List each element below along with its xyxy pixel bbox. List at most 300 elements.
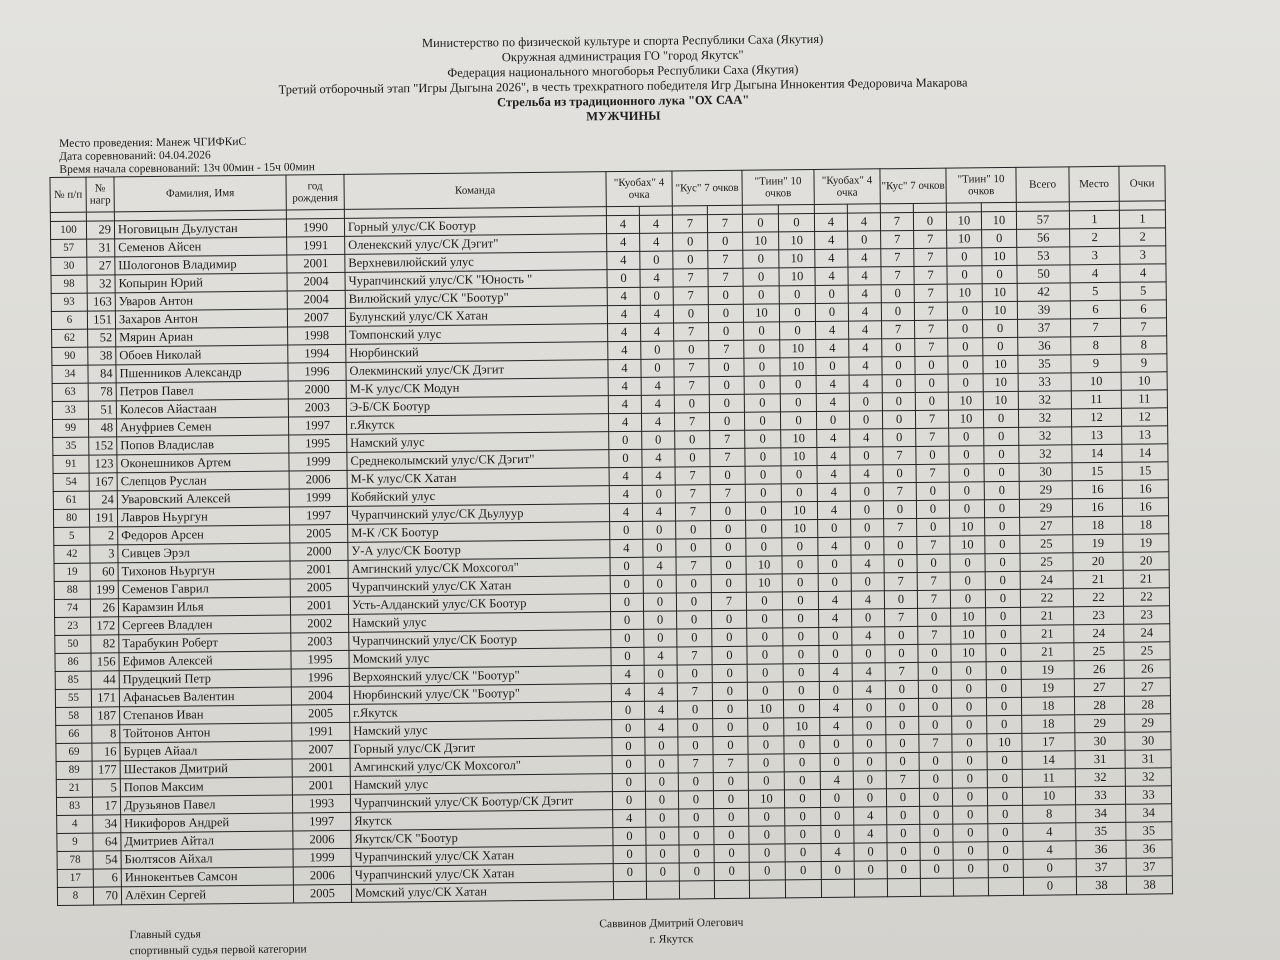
row-number: 57 (51, 239, 87, 257)
shot-score: 0 (854, 843, 887, 861)
points-cell: 12 (1121, 408, 1167, 426)
shot-score: 0 (746, 520, 782, 538)
shot-score: 0 (948, 320, 983, 338)
place-cell: 30 (1075, 732, 1125, 751)
bib-number: 82 (91, 635, 119, 653)
shot-score: 0 (709, 394, 744, 412)
birth-year: 1999 (289, 488, 347, 507)
points-cell: 5 (1120, 282, 1166, 300)
shot-score: 0 (886, 788, 919, 806)
place-cell: 20 (1073, 552, 1123, 571)
shot-score: 0 (783, 645, 819, 663)
athlete-name: Уваровский Алексей (117, 489, 289, 509)
points-cell: 18 (1123, 516, 1169, 534)
birth-year: 1998 (288, 326, 346, 345)
shot-score: 7 (674, 413, 709, 431)
place-cell: 5 (1070, 282, 1120, 301)
team-name: Чурапчинский улус/СК "Юность " (345, 270, 607, 291)
shot-score: 0 (916, 482, 949, 500)
shot-score: 0 (885, 626, 918, 644)
row-number: 19 (54, 563, 90, 581)
total-score: 30 (1019, 463, 1072, 482)
shot-score: 0 (679, 809, 714, 827)
shot-score: 0 (986, 679, 1021, 697)
col-header-series1-kuobah: "Куобах" 4 очка (606, 171, 672, 207)
points-cell: 7 (1121, 318, 1167, 336)
shot-score: 7 (707, 214, 742, 232)
shot-score: 0 (714, 844, 749, 862)
shot-score: 4 (818, 591, 851, 609)
bib-number: 48 (89, 419, 117, 437)
shot-score: 0 (712, 700, 747, 718)
total-score: 32 (1018, 409, 1071, 428)
shot-score: 0 (676, 521, 711, 539)
place-cell: 35 (1076, 822, 1126, 841)
shot-score: 0 (953, 842, 988, 860)
shot-score: 7 (710, 448, 745, 466)
place-cell: 21 (1073, 570, 1123, 589)
shot-score: 0 (853, 717, 886, 735)
shot-score: 10 (982, 247, 1017, 265)
shot-score: 0 (784, 735, 820, 753)
team-name: г.Якутск (350, 702, 612, 723)
shot-score: 0 (709, 322, 744, 340)
shot-score: 10 (983, 355, 1018, 373)
shot-score: 0 (785, 807, 821, 825)
shot-score: 0 (784, 753, 820, 771)
shot-score: 0 (852, 645, 885, 663)
place-cell: 11 (1071, 390, 1121, 409)
place-cell: 34 (1076, 804, 1126, 823)
bib-number: 78 (88, 383, 116, 401)
row-number: 33 (52, 401, 88, 419)
birth-year: 2006 (293, 830, 351, 849)
bib-number: 171 (91, 689, 119, 707)
shot-score: 4 (848, 285, 881, 303)
shot-score: 0 (645, 737, 678, 755)
shot-score (749, 880, 785, 898)
row-number: 78 (57, 851, 93, 869)
shot-score: 0 (988, 841, 1023, 859)
bib-number: 70 (93, 887, 121, 905)
birth-year: 2001 (290, 560, 348, 579)
shot-score: 0 (613, 845, 646, 863)
shot-score: 0 (983, 409, 1018, 427)
row-number: 5 (54, 527, 90, 545)
shot-score: 4 (816, 393, 849, 411)
shot-score: 0 (988, 823, 1023, 841)
shot-score: 4 (819, 699, 852, 717)
shot-score: 0 (852, 609, 885, 627)
header-category: МУЖЧИНЫ (586, 108, 661, 124)
shot-score: 0 (819, 681, 852, 699)
row-number: 83 (56, 797, 92, 815)
shot-score: 0 (885, 644, 918, 662)
shot-score: 0 (679, 863, 714, 881)
team-name: Намский улус (350, 720, 612, 741)
place-cell: 19 (1073, 534, 1123, 553)
shot-score: 7 (915, 410, 948, 428)
points-cell: 11 (1121, 390, 1167, 408)
row-number: 61 (53, 491, 89, 509)
shot-score: 0 (883, 428, 916, 446)
shot-score: 0 (778, 214, 814, 232)
shot-score: 0 (919, 752, 952, 770)
team-name: Оленекский улус/СК Дэгит" (345, 234, 607, 255)
shot-score: 0 (881, 302, 914, 320)
points-cell: 33 (1125, 786, 1171, 804)
shot-score: 0 (885, 698, 918, 716)
shot-score: 0 (679, 827, 714, 845)
shot-score: 0 (747, 628, 783, 646)
team-name: Чурапчинский улус/СК Хатан (351, 846, 613, 867)
shot-score: 4 (815, 249, 848, 267)
shot-score: 4 (613, 809, 646, 827)
place-cell: 1 (1069, 210, 1119, 229)
shot-score: 0 (749, 808, 785, 826)
shot-score: 10 (947, 230, 982, 248)
shot-score: 4 (848, 303, 881, 321)
shot-score: 0 (779, 303, 815, 321)
points-cell: 3 (1120, 246, 1166, 264)
shot-score: 0 (913, 212, 946, 230)
place-cell: 14 (1072, 444, 1122, 463)
shot-score: 0 (853, 753, 886, 771)
points-cell: 35 (1126, 822, 1172, 840)
row-number: 85 (55, 671, 91, 689)
shot-score: 0 (887, 842, 920, 860)
shot-score: 0 (641, 359, 674, 377)
shot-score: 4 (607, 287, 640, 305)
shot-score: 10 (747, 700, 783, 718)
shot-score: 0 (949, 500, 984, 518)
place-cell: 18 (1073, 516, 1123, 535)
shot-score: 4 (642, 449, 675, 467)
place-cell: 26 (1074, 660, 1124, 679)
bib-number: 60 (90, 563, 118, 581)
shot-score: 7 (678, 755, 713, 773)
shot-score: 0 (780, 321, 816, 339)
row-number: 98 (51, 275, 87, 293)
shot-score: 0 (917, 518, 950, 536)
header-federation: Федерация национального многоборья Республики Саха (Якутия) (447, 62, 799, 80)
team-name: Чурапчинский улус/СК Дьулуур (347, 504, 609, 525)
shot-score: 0 (708, 286, 743, 304)
shot-score: 0 (886, 752, 919, 770)
bib-number: 54 (93, 851, 121, 869)
total-score: 18 (1022, 715, 1075, 734)
athlete-name: Шестаков Дмитрий (120, 759, 292, 779)
total-score: 29 (1019, 481, 1072, 500)
shot-score: 4 (607, 233, 640, 251)
shot-score: 0 (920, 824, 953, 842)
bib-number: 24 (89, 491, 117, 509)
shot-score: 0 (882, 338, 915, 356)
shot-score: 0 (782, 573, 818, 591)
shot-score: 0 (746, 592, 782, 610)
team-name: Усть-Алданский улус/СК Боотур (348, 594, 610, 615)
shot-score (854, 879, 887, 897)
row-number: 99 (53, 419, 89, 437)
total-score: 35 (1018, 355, 1071, 374)
row-number: 21 (56, 779, 92, 797)
shot-score: 0 (708, 304, 743, 322)
shot-score: 4 (848, 249, 881, 267)
bib-number: 5 (92, 779, 120, 797)
birth-year: 2005 (290, 524, 348, 543)
shot-score: 7 (884, 572, 917, 590)
signer-block (599, 915, 743, 949)
shot-score: 0 (747, 610, 783, 628)
points-cell: 16 (1122, 480, 1168, 498)
bib-number: 6 (93, 869, 121, 887)
birth-year: 1993 (292, 794, 350, 813)
shot-score: 0 (949, 482, 984, 500)
shot-score: 0 (948, 374, 983, 392)
total-score: 10 (1022, 787, 1075, 806)
place-cell: 6 (1070, 300, 1120, 319)
points-cell: 10 (1121, 372, 1167, 390)
shot-score: 10 (982, 301, 1017, 319)
shot-score: 4 (817, 501, 850, 519)
row-number: 4 (57, 815, 93, 833)
shot-score: 0 (915, 374, 948, 392)
row-number: 86 (55, 653, 91, 671)
shot-score: 0 (986, 643, 1021, 661)
shot-score: 10 (982, 283, 1017, 301)
shot-score: 4 (816, 321, 849, 339)
shot-score: 0 (673, 251, 708, 269)
shot-score: 0 (713, 736, 748, 754)
shot-score: 0 (712, 682, 747, 700)
shot-score: 0 (985, 589, 1020, 607)
athlete-name: Федоров Арсен (118, 525, 290, 545)
shot-score: 0 (709, 412, 744, 430)
shot-score: 7 (675, 503, 710, 521)
shot-score: 0 (783, 663, 819, 681)
shot-score: 0 (642, 431, 675, 449)
row-number: 34 (52, 365, 88, 383)
results-body (50, 210, 1172, 906)
points-cell: 8 (1121, 336, 1167, 354)
row-number: 17 (57, 869, 93, 887)
shot-score: 0 (851, 519, 884, 537)
shot-score: 7 (672, 215, 707, 233)
points-cell: 29 (1125, 714, 1171, 732)
shot-score: 7 (916, 464, 949, 482)
shot-score: 0 (643, 521, 676, 539)
team-name: Намский улус (347, 432, 609, 453)
shot-score: 0 (712, 664, 747, 682)
shot-score: 4 (817, 483, 850, 501)
shot-score: 0 (885, 680, 918, 698)
bib-number: 152 (89, 437, 117, 455)
bib-number: 32 (87, 275, 115, 293)
venue-line: Место проведения: Манеж ЧГИФКиС (59, 135, 247, 150)
row-number: 30 (51, 257, 87, 275)
team-name: Булунский улус/СК Хатан (345, 306, 607, 327)
header-ministry: Министерство по физической культуре и спорта Республики Саха (Якутия) (421, 31, 824, 51)
shot-score: 0 (882, 374, 915, 392)
shot-score: 0 (677, 701, 712, 719)
shot-score: 0 (678, 791, 713, 809)
shot-score: 7 (883, 482, 916, 500)
team-name: Кобяйский улус (347, 486, 609, 507)
shot-score: 4 (608, 359, 641, 377)
shot-score: 0 (643, 539, 676, 557)
bib-number: 8 (92, 725, 120, 743)
team-name: М-К улус/СК Модун (346, 378, 608, 399)
shot-score: 0 (852, 699, 885, 717)
bib-number: 3 (90, 545, 118, 563)
shot-score: 4 (850, 465, 883, 483)
athlete-name: Никифоров Андрей (121, 813, 293, 833)
time-line: Время начала соревнований: 13ч 00мин - 15ч 00мин (59, 161, 315, 176)
row-number: 23 (55, 617, 91, 635)
shot-score: 0 (918, 644, 951, 662)
total-score: 21 (1021, 607, 1074, 626)
shot-score: 0 (611, 647, 644, 665)
shot-score: 0 (947, 266, 982, 284)
shot-score: 0 (986, 625, 1021, 643)
birth-year: 2003 (288, 398, 346, 417)
judge-name: Саввинов Дмитрий Олегович (599, 916, 744, 931)
shot-score: 0 (785, 843, 821, 861)
shot-score: 0 (952, 716, 987, 734)
col-header-series2-kus: "Кус" 7 очков (880, 168, 946, 204)
shot-score: 0 (818, 555, 851, 573)
header-event: Третий отборочный этап "Игры Дыгына 2026", в честь трехкратного победителя Игр Дыгына Иннокентия Федоровича Макарова (278, 75, 968, 97)
shot-score (613, 881, 646, 899)
place-cell: 22 (1073, 588, 1123, 607)
shot-score: 10 (782, 519, 818, 537)
shot-score: 4 (819, 609, 852, 627)
team-name: Чурапчинский улус/СК Хатан (348, 576, 610, 597)
row-number: 58 (56, 707, 92, 725)
shot-score: 0 (952, 788, 987, 806)
shot-score: 0 (953, 806, 988, 824)
row-number: 91 (53, 455, 89, 473)
team-name: Чурапчинский улус/СК Боотур (349, 630, 611, 651)
row-number: 8 (57, 887, 93, 905)
birth-year: 1991 (287, 236, 345, 255)
shot-score: 0 (749, 826, 785, 844)
shot-score: 0 (919, 716, 952, 734)
shot-score: 0 (745, 502, 781, 520)
total-score: 24 (1020, 571, 1073, 590)
points-cell: 2 (1120, 228, 1166, 246)
athlete-name: Оконешников Артем (117, 453, 289, 473)
shot-score: 0 (749, 844, 785, 862)
shot-score: 0 (708, 232, 743, 250)
team-name: Якутск/СК "Боотур (351, 828, 613, 849)
shot-score: 4 (847, 213, 880, 231)
shot-score: 0 (609, 449, 642, 467)
team-name: Чурапчинский улус/СК Боотур/СК Дэгит (350, 792, 612, 813)
shot-score: 4 (820, 717, 853, 735)
birth-year: 2006 (289, 470, 347, 489)
col-header-bib: № нагр (86, 177, 114, 212)
athlete-name: Друзьянов Павел (120, 795, 292, 815)
birth-year: 1999 (293, 848, 351, 867)
athlete-name: Захаров Антон (115, 309, 287, 329)
shot-score: 10 (947, 284, 982, 302)
shot-score: 4 (607, 251, 640, 269)
shot-score: 4 (849, 375, 882, 393)
shot-score: 7 (918, 626, 951, 644)
shot-score: 0 (611, 701, 644, 719)
shot-score: 7 (917, 536, 950, 554)
shot-score: 0 (713, 718, 748, 736)
shot-score: 0 (948, 356, 983, 374)
athlete-name: Алёхин Сергей (121, 885, 293, 905)
total-score: 11 (1022, 769, 1075, 788)
shot-score: 0 (783, 627, 819, 645)
birth-year: 2000 (290, 542, 348, 561)
place-cell: 15 (1072, 462, 1122, 481)
total-score: 0 (1023, 859, 1076, 878)
total-score: 19 (1021, 661, 1074, 680)
shot-score: 0 (884, 536, 917, 554)
shot-score: 4 (645, 719, 678, 737)
shot-score: 0 (886, 716, 919, 734)
shot-score: 4 (850, 429, 883, 447)
shot-score: 10 (780, 357, 816, 375)
total-score: 56 (1017, 229, 1070, 248)
shot-score: 0 (949, 428, 984, 446)
shot-score: 0 (612, 755, 645, 773)
birth-year: 2004 (287, 272, 345, 291)
row-number: 66 (56, 725, 92, 743)
place-cell: 24 (1074, 624, 1124, 643)
shot-score: 7 (914, 266, 947, 284)
shot-score: 0 (920, 842, 953, 860)
shot-score: 7 (883, 446, 916, 464)
team-name: Вилюйский улус/СК "Боотур" (345, 288, 607, 309)
shot-score: 10 (987, 733, 1022, 751)
shot-score: 0 (646, 809, 679, 827)
shot-score: 4 (852, 663, 885, 681)
shot-score: 0 (713, 772, 748, 790)
row-number: 80 (53, 509, 89, 527)
shot-score: 0 (785, 825, 821, 843)
team-name: Якутск (351, 810, 613, 831)
judge-block (129, 925, 306, 959)
bib-number: 64 (93, 833, 121, 851)
athlete-name: Петров Павел (116, 381, 288, 401)
shot-score: 4 (851, 591, 884, 609)
bib-number: 156 (91, 653, 119, 671)
athlete-name: Иннокентьев Самсон (121, 867, 293, 887)
shot-score: 4 (608, 377, 641, 395)
col-header-year: год рождения (286, 174, 344, 210)
shot-score: 0 (744, 322, 780, 340)
shot-score: 0 (850, 447, 883, 465)
shot-score: 0 (678, 773, 713, 791)
bib-number: 51 (88, 401, 116, 419)
shot-score: 7 (677, 647, 712, 665)
shot-score: 0 (819, 627, 852, 645)
place-cell: 33 (1075, 786, 1125, 805)
team-name: Горный улус/СК Боотур (344, 216, 606, 237)
points-cell: 19 (1123, 534, 1169, 552)
shot-score: 10 (779, 231, 815, 249)
shot-score: 4 (644, 683, 677, 701)
team-name: Среднеколымский улус/СК Дэгит" (347, 450, 609, 471)
bib-number: 34 (93, 815, 121, 833)
judge-category: спортивный судья первой категории (129, 943, 307, 958)
shot-score: 4 (608, 323, 641, 341)
